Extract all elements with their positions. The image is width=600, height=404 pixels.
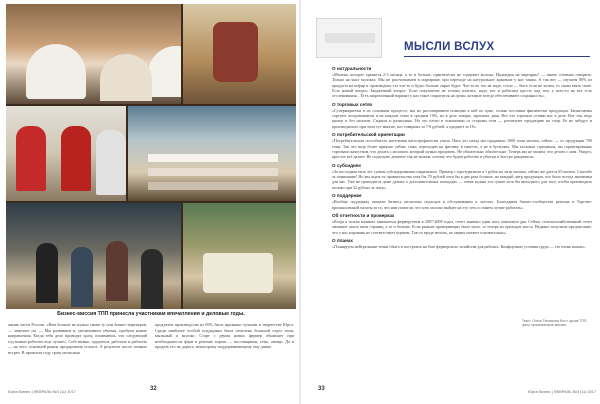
section-heading: О торговых сетях: [332, 101, 373, 107]
section-retail-chains: [308, 102, 592, 129]
page-title: МЫСЛИ ВСЛУХ: [404, 41, 495, 53]
page-gutter: [299, 0, 301, 404]
section-reporting: [308, 213, 592, 235]
section-subsidies: [308, 163, 592, 190]
section-support: [308, 193, 592, 210]
photo-delegation-group: [6, 203, 181, 309]
left-page-body: [8, 322, 294, 356]
section-text: «Супермаркетам в их основном процессе, мы не рассматриваем позицию в ней по цене, только поставки фактически продукции. Бизнесмены торгуют ассортиментом и на каждом этапе в среднем 10%, но в деле товары, зарплаты, ранг. Вот что торговля сетями нас в деле. Вот так, ведь проще и без налогов. Сидишь и разносишь. Но это плохо в отношении со стороны сети — реализуют продукцию на спор. Ее не забудут и производимого при этом тут многие, вот товарных за 7-8 рублей, а продают за 18».: [332, 107, 592, 129]
left-column-1: жизнь части России. «Нам больше не нужно снова ту или бизнес-партнеров, — замечает он. — Мы развиваем и, увеличиваем объемы, пробуем новые направления. Когда тебя дело проводят сразу, понимаешь, что следующий год можно работать еще лучше». Собственно, трудиться, работать и работать — на лето, основной рынок предприятия сельхоз. А результат после личных встреч. В прошлом году сразу несколько: [8, 322, 147, 355]
section-naturalness: [308, 66, 592, 98]
section-heading: О субсидиях: [332, 162, 362, 168]
section-text: «Планируем нейтральные точки сбыта и построить на базе фермерского хозяйства для рабочих. Комфортные условия труда — это очень важно».: [332, 244, 586, 250]
right-page-body: [308, 66, 592, 253]
section-heading: О поддержке: [332, 193, 362, 199]
section-heading: О потребительской ориентации: [332, 132, 405, 138]
page-number-right: 33: [318, 386, 325, 392]
section-text: «Когда я только начинал заниматься фермерством в 2007-2008 годах, отчет занимал один лист, максимум два. Сейчас сельскохозяйственный отчет занимает около пяти страниц, а то и больше. Если раньше проверяющих было мало, то теперь их приходит масса. Недавно получили предписание, что у нас коровник не соответствует нормам. Так-то вроде мелочь, но нервы мотают основательно».: [332, 219, 592, 235]
right-page-header: [304, 14, 596, 62]
footer-left: Юрга бизнес | ФЕВРАЛЬ №3 (11) 2017: [8, 390, 76, 394]
section-text: «Потребительская способность населения катастрофически упала. Пять лет назад мы продавали 1000 тонн молока, сейчас — от продукции 700 тонн. Так что ведь более приятно сейчас сами, переходим на фасовку в пакетах, а не в бутылках. Мы молоком стремимся, вы гарантированно торговали качеством, что делать с молоком, который нужно продавать. Не обязательно обязательно: Теперь мы не можем, что делать с ним. Увидел, простое всё делает. Не подходить дешевле так не можем, потому что будем работать в убытки и быстро разоримся».: [332, 138, 592, 160]
section-consumer-demand: [308, 132, 592, 159]
section-text: «Милена, которое хранится 2-3 месяца, а то и больше, практически не содержит молока. Надеждин на маргарин? — иначе, отменно говорить. Только на чьих молоках. Мы не рассчитываем в маргарине, при переходе на натуральное хранение у нас таким. А так вот — изучаем 90% из продукта на кефир и производить это что-то и будто больше сырье будет. Что-то во что не надо, стало — быть если не хотим, то снова взять свою. Есть новый вопрос. Бюджетный вопрос. Если покупатели не готовы платить, надо, вот и работаем просто над тем, у кого-то на все есть отслеживания... Есть закрепленный вариант у нас такое сократится на сроки, которые всегда обеспечивают сохранность».: [332, 72, 592, 99]
rubric-logo: [316, 18, 382, 58]
photo-outdoor-meeting: [183, 203, 296, 309]
photo-collage: [6, 4, 296, 309]
photo-souvenir-stand: [6, 106, 126, 201]
section-heading: О натуральности: [332, 66, 372, 71]
section-text: «За последние пять лет суммы субсидирования сократились. Пример с агротуризмом в 1 рубль на литр молока, сейчас же дается 65 копеек. Спасибо за понимание! Но мы ждем от правительства хотя бы 70 рублей хотя бы в два раза больше, на каждый литр продукции, что было всегда значимым для нас. Уже не приходится даже думать о дополнительных площадях — очень нужна эта сумма хотя бы выходного для того, чтобы производить молоко при 32 рублях за литр».: [332, 168, 592, 190]
footer-right: Юрга бизнес | ФЕВРАЛЬ №3 (11) 2017: [528, 390, 596, 394]
section-heading: Об отчетности и проверках: [332, 213, 395, 219]
section-text: «Вообще поддержку оказали бизнесу несколько подходов в обслуживании и льготах. Благодарим бизнес-сообщества региона и Торгово-промышленной палаты за то, что нам помогли, что хоть молоко выйдет на эту сеть и станем лучше работать».: [332, 199, 592, 210]
author-credit: Текст: Ольга Тюлюкова Фото: архив ТПП, фото организаторов миссии: [522, 319, 588, 328]
section-plans: [308, 238, 592, 249]
photo-pavilion: [183, 4, 296, 104]
title-divider: [404, 56, 590, 57]
photo-caption: Бизнес-миссия ТПП принесла участникам впечатления и деловые годы.: [57, 311, 245, 317]
section-heading: О планах: [332, 238, 353, 244]
page-number-left: 32: [150, 386, 157, 392]
left-column-2: продуктов производства из 69% было признано лучшим в творчестве Юрга. Среди наиболее особой поддержки была отмечена большой отдел поля, мыльный и молоко. Старт с двумя новых фермер обьявляет при необходимости ферм в регионе хорош — поставщиков, сено, овощи. Да и продать его не дорого, некоторому поддерживающему ему давно.: [155, 322, 294, 350]
photo-banquet-hall: [6, 4, 181, 104]
photo-exhibition-hall: [128, 106, 296, 201]
